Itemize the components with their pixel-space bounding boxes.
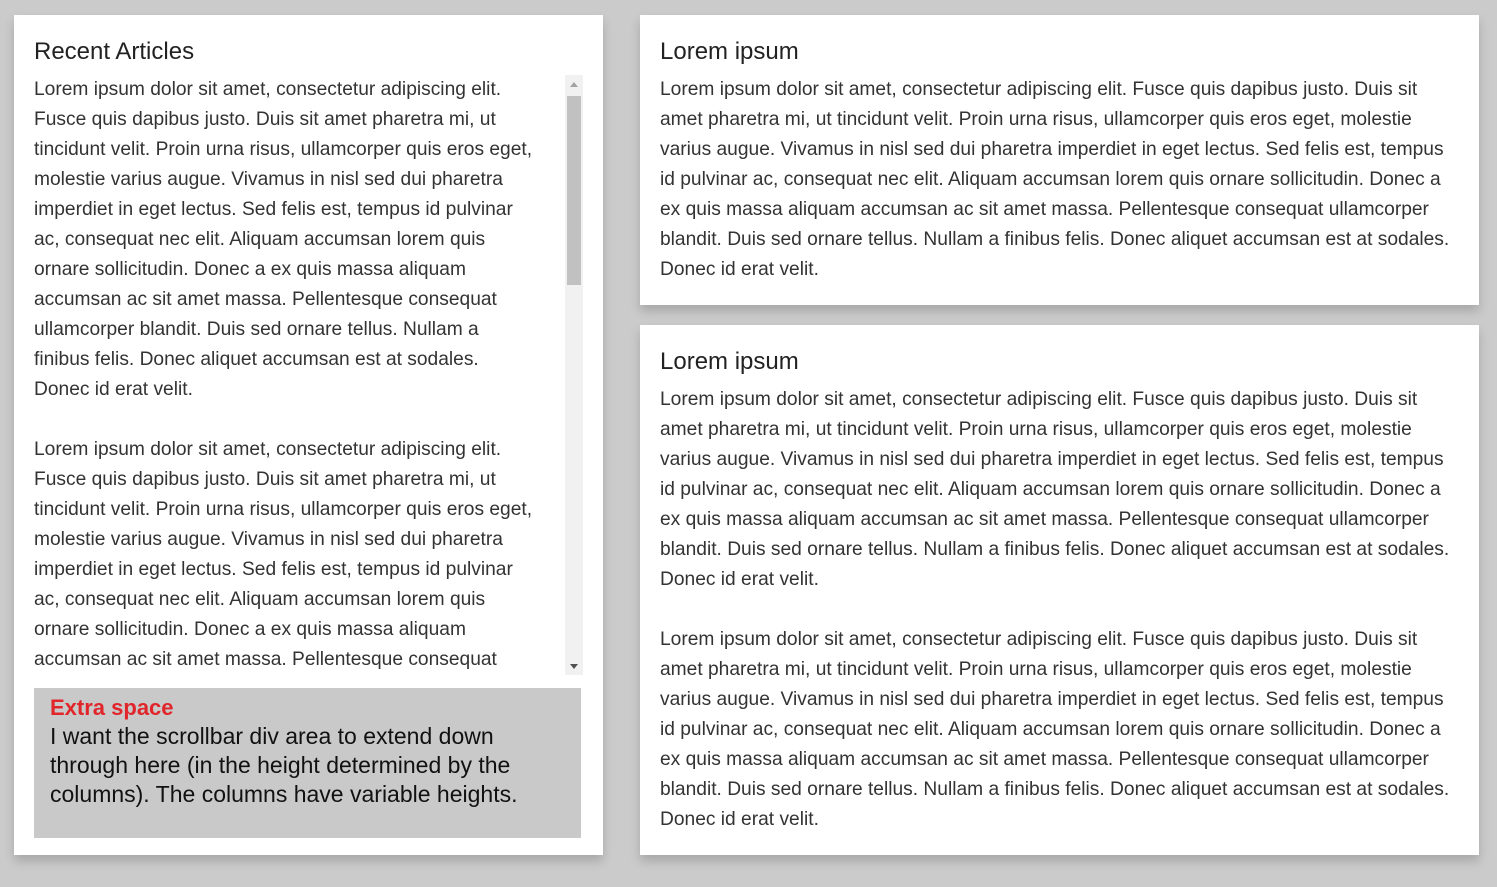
card-paragraph: Lorem ipsum dolor sit amet, consectetur adipiscing elit. Fusce quis dapibus justo. Duis sit amet pharetra mi, ut tincidunt velit. Proin urna risus, ullamcorper quis eros eget, molestie varius augue. Vivamus in nisl sed dui pharetra imperdiet in eget lectus. Sed felis est, tempus id pulvinar ac, consequat nec elit. Aliquam accumsan lorem quis ornare sollicitudin. Donec a ex quis massa aliquam accumsan ac sit amet massa. Pellentesque consequat ullamcorper blandit. Duis sed ornare tellus. Nullam a finibus felis. Donec aliquet accumsan est at sodales. Donec id erat velit. bbox=[660, 389, 1450, 590]
extra-space-text: I want the scrollbar div area to extend down through here (in the height determined by the columns). The columns have variable heights. bbox=[50, 723, 518, 807]
lorem-card-2-title: Lorem ipsum bbox=[660, 348, 799, 375]
articles-scroll-content bbox=[34, 75, 539, 675]
scroll-down-arrow-icon[interactable] bbox=[565, 657, 583, 675]
lorem-card-2 bbox=[640, 325, 1479, 855]
lorem-card-2-body bbox=[660, 385, 1460, 865]
lorem-card-1 bbox=[640, 15, 1479, 305]
card-paragraph: Lorem ipsum dolor sit amet, consectetur adipiscing elit. Fusce quis dapibus justo. Duis sit amet pharetra mi, ut tincidunt velit. Proin urna risus, ullamcorper quis eros eget, molestie varius augue. Vivamus in nisl sed dui pharetra imperdiet in eget lectus. Sed felis est, tempus id pulvinar ac, consequat nec elit. Aliquam accumsan lorem quis ornare sollicitudin. Donec a ex quis massa aliquam accumsan ac sit amet massa. Pellentesque consequat ullamcorper blandit. Duis sed ornare tellus. Nullam a finibus felis. Donec aliquet accumsan est at sodales. Donec id erat velit. bbox=[660, 79, 1450, 280]
recent-articles-card bbox=[14, 15, 603, 855]
article-paragraph: Lorem ipsum dolor sit amet, consectetur adipiscing elit. Fusce quis dapibus justo. Duis sit amet pharetra mi, ut tincidunt velit. Proin urna risus, ullamcorper quis eros eget, molestie varius augue. Vivamus in nisl sed dui pharetra imperdiet in eget lectus. Sed felis est, tempus id pulvinar ac, consequat nec elit. Aliquam accumsan lorem quis ornare sollicitudin. Donec a ex quis massa aliquam accumsan ac sit amet massa. Pellentesque consequat bbox=[34, 439, 533, 670]
recent-articles-title: Recent Articles bbox=[34, 38, 195, 65]
article-paragraph: Lorem ipsum dolor sit amet, consectetur adipiscing elit. Fusce quis dapibus justo. Duis sit amet pharetra mi, ut tincidunt velit. Proin urna risus, ullamcorper quis eros eget, molestie varius augue. Vivamus in nisl sed dui pharetra imperdiet in eget lectus. Sed felis est, tempus id pulvinar ac, consequat nec elit. Aliquam accumsan lorem quis ornare sollicitudin. Donec a ex quis massa aliquam accumsan ac sit amet massa. Pellentesque consequat ullamcorper blandit. Duis sed ornare tellus. Nullam a finibus felis. Donec aliquet accumsan est at sodales. Donec id erat velit. bbox=[34, 79, 533, 400]
articles-scroll-area[interactable] bbox=[34, 75, 583, 675]
extra-space-title: Extra space bbox=[50, 695, 174, 720]
lorem-card-1-body bbox=[660, 75, 1460, 315]
scrollbar-thumb[interactable] bbox=[567, 96, 581, 285]
card-paragraph: Lorem ipsum dolor sit amet, consectetur adipiscing elit. Fusce quis dapibus justo. Duis sit amet pharetra mi, ut tincidunt velit. Proin urna risus, ullamcorper quis eros eget, molestie varius augue. Vivamus in nisl sed dui pharetra imperdiet in eget lectus. Sed felis est, tempus id pulvinar ac, consequat nec elit. Aliquam accumsan lorem quis ornare sollicitudin. Donec a ex quis massa aliquam accumsan ac sit amet massa. Pellentesque consequat ullamcorper blandit. Duis sed ornare tellus. Nullam a finibus felis. Donec aliquet accumsan est at sodales. Donec id erat velit. bbox=[660, 629, 1450, 830]
scroll-up-arrow-icon[interactable] bbox=[565, 75, 583, 93]
extra-space-note bbox=[34, 688, 581, 838]
lorem-card-1-title: Lorem ipsum bbox=[660, 38, 799, 65]
vertical-scrollbar[interactable] bbox=[565, 75, 583, 675]
